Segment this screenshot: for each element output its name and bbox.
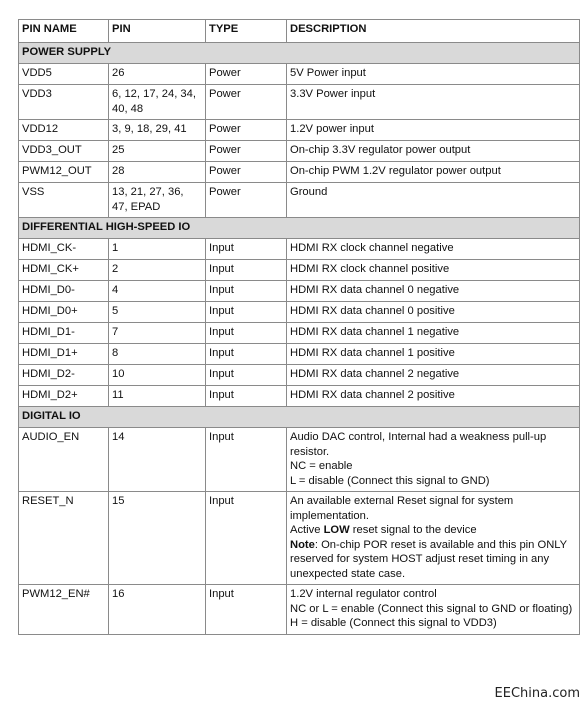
pin-name-cell: VDD5 [19,64,109,85]
description-line: 1.2V power input [290,123,374,135]
description-text: Active [290,524,324,536]
description-cell [287,85,580,120]
pin-number-cell: 6, 12, 17, 24, 34, 40, 48 [109,85,206,120]
watermark: EEChina.com [494,686,580,701]
pin-number-cell: 16 [109,585,206,635]
description-cell [287,428,580,492]
description-cell [287,162,580,183]
table-row [19,365,580,386]
description-line: On-chip PWM 1.2V regulator power output [290,165,501,177]
description-line: HDMI RX data channel 0 positive [290,305,455,317]
pin-type-cell: Input [206,302,287,323]
description-line [290,538,576,582]
pin-number-cell: 3, 9, 18, 29, 41 [109,120,206,141]
description-line: NC or L = enable (Connect this signal to GND or floating) [290,602,573,615]
table-row [19,428,580,492]
description-line: 1.2V internal regulator control [290,588,437,600]
pin-number-cell: 5 [109,302,206,323]
pin-name-cell: HDMI_CK- [19,239,109,260]
description-emphasis: Note [290,538,315,551]
pin-number-cell: 7 [109,323,206,344]
pin-type-cell: Power [206,64,287,85]
pin-name-cell: HDMI_D2- [19,365,109,386]
pin-number-cell: 1 [109,239,206,260]
pin-number-cell: 25 [109,141,206,162]
pin-type-cell: Input [206,365,287,386]
description-cell [287,344,580,365]
pin-number-cell: 13, 21, 27, 36, 47, EPAD [109,183,206,218]
pin-type-cell: Input [206,260,287,281]
description-line: On-chip 3.3V regulator power output [290,144,471,156]
description-cell [287,120,580,141]
table-row [19,323,580,344]
header-pin: PIN [109,20,206,43]
table-row [19,281,580,302]
section-row [19,218,580,239]
pin-name-cell: HDMI_D0+ [19,302,109,323]
pin-table [18,19,580,635]
table-row [19,162,580,183]
table-row [19,386,580,407]
pin-number-cell: 15 [109,492,206,585]
description-line: HDMI RX data channel 1 positive [290,347,455,359]
table-row [19,260,580,281]
section-row [19,407,580,428]
description-cell [287,585,580,635]
table-row [19,344,580,365]
pin-type-cell: Input [206,239,287,260]
description-cell [287,183,580,218]
pin-name-cell: AUDIO_EN [19,428,109,492]
pin-type-cell: Power [206,141,287,162]
pin-type-cell: Input [206,585,287,635]
description-line: L = disable (Connect this signal to GND) [290,474,490,487]
description-cell [287,141,580,162]
pin-number-cell: 14 [109,428,206,492]
description-line: H = disable (Connect this signal to VDD3) [290,617,497,629]
pin-type-cell: Power [206,162,287,183]
table-row [19,585,580,635]
description-cell [287,239,580,260]
pin-type-cell: Power [206,120,287,141]
section-row [19,43,580,64]
pin-number-cell: 2 [109,260,206,281]
table-row [19,141,580,162]
section-title: DIFFERENTIAL HIGH-SPEED IO [19,218,580,239]
pin-name-cell: VDD12 [19,120,109,141]
description-cell [287,386,580,407]
pin-name-cell: VDD3_OUT [19,141,109,162]
pin-number-cell: 26 [109,64,206,85]
description-cell [287,492,580,585]
description-line: HDMI RX data channel 2 positive [290,389,455,401]
description-cell [287,323,580,344]
description-line: 5V Power input [290,67,366,79]
description-text: : On-chip POR reset is available and this pin ONLY reserved for system HOST adjust reset timing in any unexpected state case. [290,538,567,580]
description-line: HDMI RX clock channel positive [290,263,450,275]
pin-number-cell: 8 [109,344,206,365]
pin-name-cell: HDMI_D1- [19,323,109,344]
section-title: DIGITAL IO [19,407,580,428]
pin-name-cell: PWM12_EN# [19,585,109,635]
header-type: TYPE [206,20,287,43]
header-pin-name: PIN NAME [19,20,109,43]
table-row [19,183,580,218]
pin-number-cell: 10 [109,365,206,386]
pin-name-cell: HDMI_D0- [19,281,109,302]
description-cell [287,260,580,281]
section-title: POWER SUPPLY [19,43,580,64]
description-line: An available external Reset signal for system implementation. [290,495,514,522]
header-description: DESCRIPTION [287,20,580,43]
pin-type-cell: Input [206,281,287,302]
description-line: 3.3V Power input [290,88,376,100]
description-emphasis: LOW [323,524,350,536]
description-cell [287,365,580,386]
table-row [19,64,580,85]
pin-number-cell: 28 [109,162,206,183]
pin-table-body [19,43,580,635]
description-line: Audio DAC control, Internal had a weakness pull-up resistor. [290,431,547,458]
table-row [19,239,580,260]
description-line: HDMI RX data channel 0 negative [290,284,460,296]
pin-type-cell: Input [206,492,287,585]
header-row [19,20,580,43]
table-row [19,302,580,323]
pin-type-cell: Power [206,183,287,218]
pin-type-cell: Input [206,323,287,344]
pin-type-cell: Input [206,428,287,492]
pin-name-cell: VSS [19,183,109,218]
description-line: NC = enable [290,460,353,472]
description-line: HDMI RX data channel 2 negative [290,368,460,380]
pin-number-cell: 11 [109,386,206,407]
description-line: HDMI RX data channel 1 negative [290,326,460,338]
description-line: HDMI RX clock channel negative [290,242,454,254]
pin-name-cell: RESET_N [19,492,109,585]
description-cell [287,64,580,85]
pin-number-cell: 4 [109,281,206,302]
pin-name-cell: HDMI_CK+ [19,260,109,281]
description-text: reset signal to the device [349,524,477,536]
pin-name-cell: HDMI_D2+ [19,386,109,407]
table-row [19,85,580,120]
pin-name-cell: VDD3 [19,85,109,120]
description-cell [287,302,580,323]
description-line [290,523,576,538]
table-row [19,120,580,141]
pin-type-cell: Power [206,85,287,120]
pin-type-cell: Input [206,344,287,365]
description-line: Ground [290,186,328,198]
pin-type-cell: Input [206,386,287,407]
table-row [19,492,580,585]
pin-name-cell: PWM12_OUT [19,162,109,183]
pin-name-cell: HDMI_D1+ [19,344,109,365]
description-cell [287,281,580,302]
